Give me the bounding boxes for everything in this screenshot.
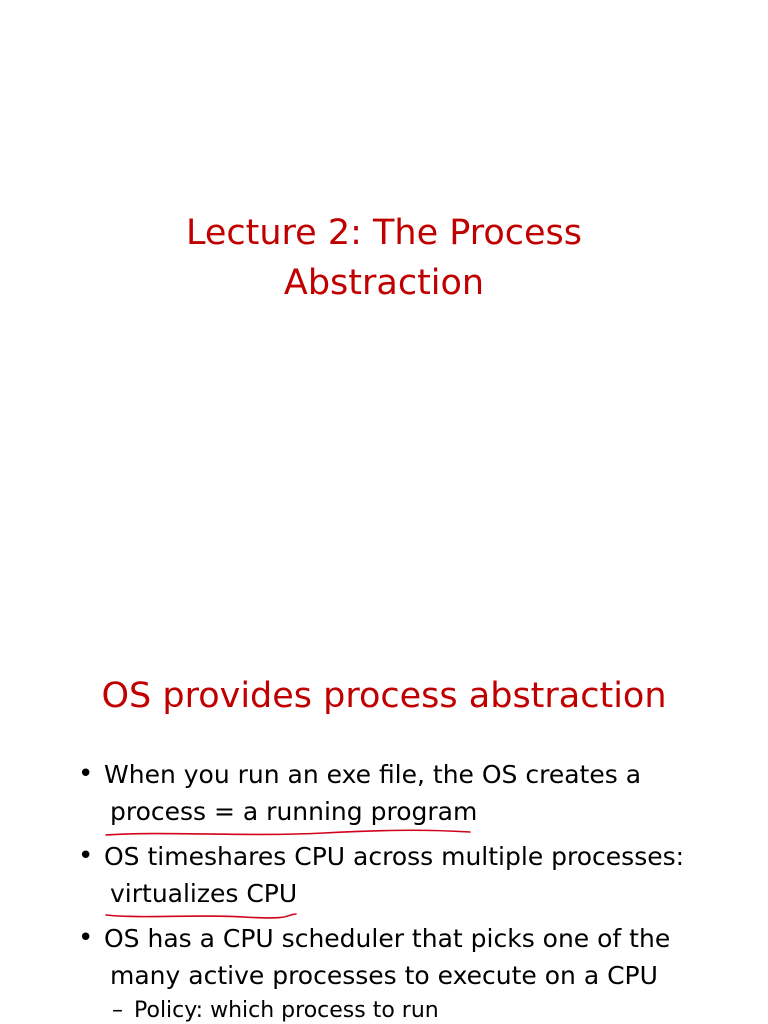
sub-bullet-text: Policy: which process to run [134,998,439,1023]
bullet-text-continued [104,875,728,912]
bullet-item [0,920,768,994]
underlined-phrase [110,793,477,830]
bullet-list [0,756,768,1024]
lecture-title-line-2: Abstraction [283,263,485,303]
bullet-item [0,838,768,912]
bullet-item [0,756,768,830]
underlined-text: process = a running program [110,797,478,826]
sub-bullet-item [0,994,768,1024]
bullet-text-continued: many active processes to execute on a CPU [110,961,658,990]
bullet-icon: • [78,841,94,871]
bullet-icon: • [78,759,94,789]
underlined-phrase [110,875,297,912]
lecture-title-line-1: Lecture 2: The Process [185,213,583,253]
underlined-text: virtualizes CPU [110,879,298,908]
handwritten-underline [104,910,300,920]
bullet-text: When you run an exe file, the OS creates a [104,760,642,789]
bullet-text: OS timeshares CPU across multiple processes: [104,842,685,871]
bullet-text: OS has a CPU scheduler that picks one of the [104,924,671,953]
bullet-text-continued [104,793,728,830]
handwritten-underline [104,828,474,838]
slide-title: OS provides process abstraction [101,676,667,716]
bullet-icon: • [78,923,94,953]
content-slide [0,600,768,1024]
dash-icon: – [112,998,123,1023]
lecture-title [0,208,768,308]
